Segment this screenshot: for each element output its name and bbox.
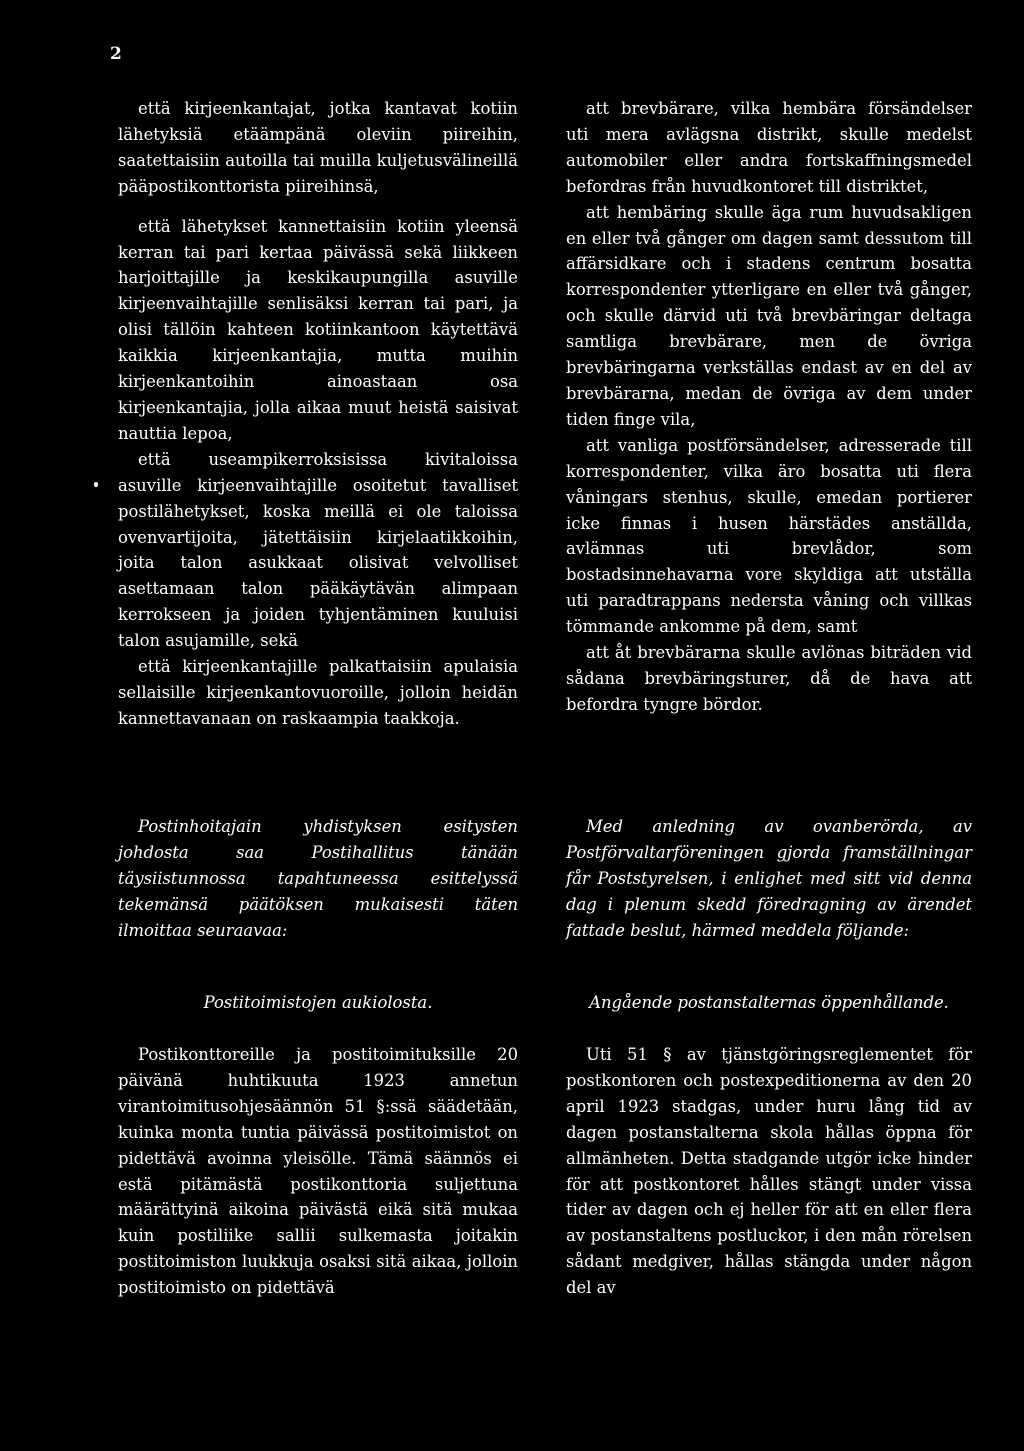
finnish-section-heading: Postitoimistojen aukiolosta. (203, 993, 433, 1012)
margin-mark (94, 482, 98, 487)
finnish-proposal-3: että useampikerroksisissa kivitaloissa asuville kirjeenvaihtajille osoitetut tavalliset postilähetykset, koska meillä ei ole taloissa ovenvartijoita, jätettäisiin kirjelaatikkoihin, joita talon asukkaat olisivat velvolliset asettamaan talon pääkäytävän alimpaan kerrokseen ja joiden tyhjentäminen kuuluisi talon asujamille, sekä (118, 449, 518, 651)
finnish-decision (118, 814, 518, 944)
finnish-body-text: Postikonttoreille ja postitoimituksille 20 päivänä huhtikuuta 1923 annetun virantoimitusohjesäännön 51 §:ssä säädetään, kuinka monta tuntia päivässä postitoimistot on pidettävä avoinna yleisölle. Tämä säännös ei estä pitämästä postikonttoria suljettuna määrättyinä aikoina päivästä eikä sitä mukaa kuin postiliike sallii sulkemasta joitakin postitoimiston luukkuja osaksi sitä aikaa, jolloin postitoimisto on pidettävä (118, 1045, 518, 1298)
page-number: 2 (110, 44, 122, 64)
finnish-proposal-2: että lähetykset kannettaisiin kotiin yleensä kerran tai pari kertaa päivässä sekä liikkeen harjoittajille ja keskikaupungilla asuville kirjeenvaihtajille senlisäksi kerran tai pari, ja olisi tällöin kahteen kotiinkantoon käytettävä kaikkia kirjeenkantajia, mutta muihin kirjeenkantoihin ainoastaan osa kirjeenkantajia, jolla aikaa muut heistä saisivat nauttia lepoa, (118, 216, 518, 443)
finnish-decision-text: Postinhoitajain yhdistyksen esitysten johdosta saa Postihallitus tänään täysiistunnossa tapahtuneessa esittelyssä tekemänsä päätöksen mukaisesti täten ilmoittaa seuraavaa: (118, 817, 518, 940)
finnish-proposal-4: että kirjeenkantajille palkattaisiin apulaisia sellaisille kirjeenkantovuoroille, jolloin heidän kannettavanaan on raskaampia taakkoja. (118, 657, 518, 728)
swedish-section-heading: Angående postanstalternas öppenhållande. (589, 993, 949, 1012)
swedish-proposal-1: att brevbärare, vilka hembära försändelser uti mera avlägsna distrikt, skulle medelst automobiler eller andra fortskaffningsmedel befordras från huvudkontoret till distriktet, (566, 99, 972, 196)
swedish-proposal-2: att hembäring skulle äga rum huvudsakligen en eller två gånger om dagen samt dessutom till affärsidkare och i stadens centrum bosatta korrespondenter ytterligare en eller två gånger, och skulle därvid uti två brevbäringar deltaga samtliga brevbärare, men de övriga brevbäringarna verkställas endast av en del av brevbärarna, medan de övriga av dem under tiden finge vila, (566, 202, 972, 429)
swedish-decision (566, 814, 972, 944)
swedish-proposals (566, 96, 972, 718)
finnish-body (118, 1042, 518, 1301)
swedish-decision-text: Med anledning av ovanberörda, av Postförvaltarföreningen gjorda framställningar får Poststyrelsen, i enlighet med sitt vid denna dag i plenum skedd föredragning av ärendet fattade beslut, härmed meddela följande: (566, 817, 972, 940)
swedish-body (566, 1042, 972, 1301)
swedish-body-text: Uti 51 § av tjänstgöringsreglementet för postkontoren och postexpeditionerna av den 20 april 1923 stadgas, under huru lång tid av dagen postanstalterna skola hållas öppna för allmänheten. Detta stadgande utgör icke hinder för att postkontoret hålles stängt under vissa tider av dagen och ej heller för att en eller flera av postanstaltens postluckor, i den mån rörelsen sådant medgiver, hållas stängda under någon del av (566, 1045, 972, 1298)
swedish-proposal-4: att åt brevbärarna skulle avlönas biträden vid sådana brevbäringsturer, då de hava att befordra tyngre bördor. (566, 643, 972, 714)
finnish-proposal-1: että kirjeenkantajat, jotka kantavat kotiin lähetyksiä etäämpänä oleviin piireihin, saatettaisiin autoilla tai muilla kuljetusvälineillä pääpostikonttorista piireihinsä, (118, 99, 518, 196)
finnish-proposals (118, 96, 518, 732)
swedish-proposal-3: att vanliga postförsändelser, adresserade till korrespondenter, vilka äro bosatta uti flera våningars stenhus, skulle, emedan portierer icke finnas i husen härstädes anställda, avlämnas uti brevlådor, som bostadsinnehavarna vore skyldiga att utställa uti paradtrappans nedersta våning och villkas tömmande ankomme på dem, samt (566, 435, 972, 637)
